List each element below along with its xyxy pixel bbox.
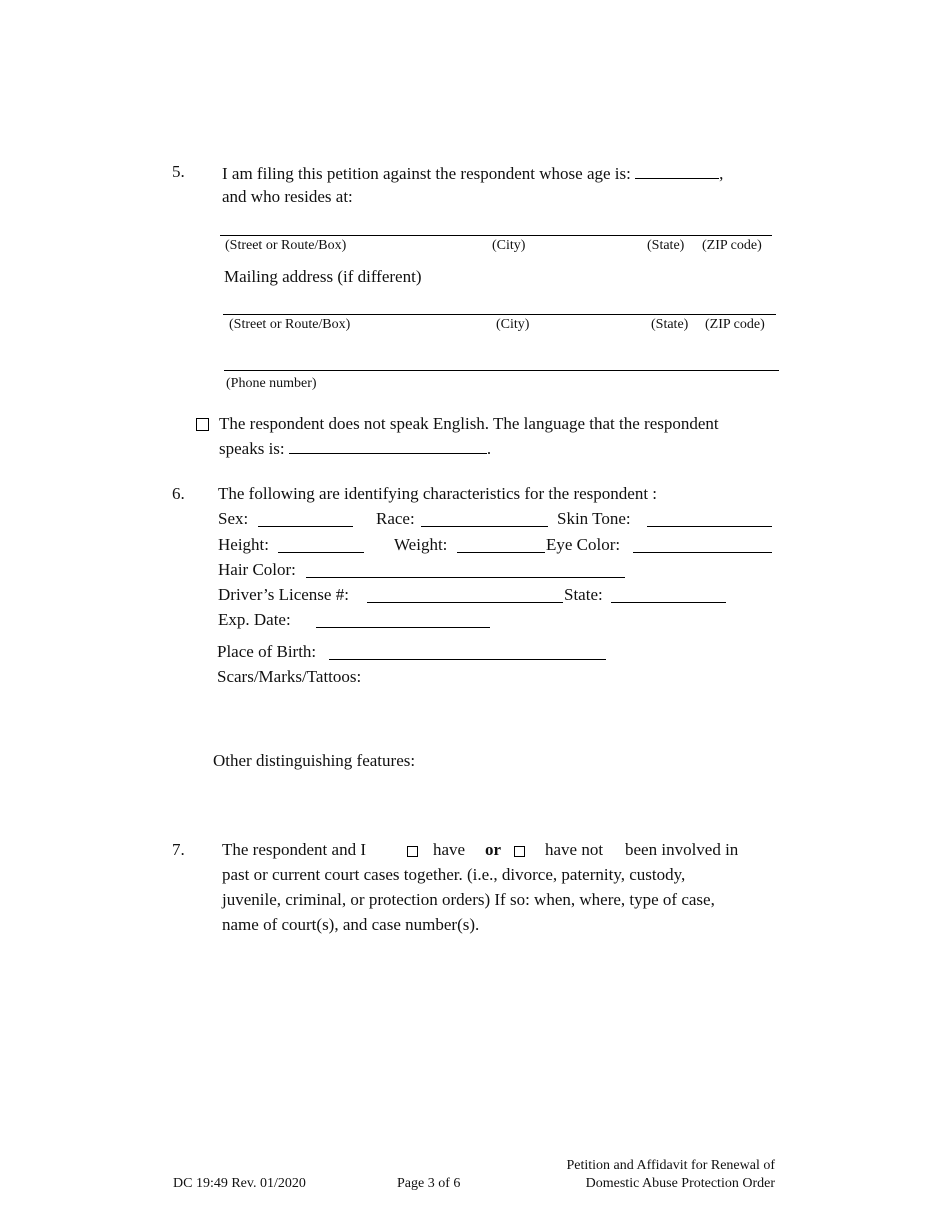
sex-label: Sex:	[218, 509, 249, 528]
height-field[interactable]	[278, 536, 364, 553]
have-not-checkbox[interactable]	[514, 846, 525, 857]
respondent-age-label: I am filing this petition against the respondent whose age is:	[222, 164, 631, 183]
page-number: Page 3 of 6	[397, 1176, 461, 1191]
mailing-city-caption: (City)	[496, 317, 530, 332]
have-label: have	[433, 840, 466, 859]
skin-tone-field[interactable]	[647, 510, 772, 527]
drivers-license-field[interactable]	[367, 586, 563, 603]
eye-color-label: Eye Color:	[546, 535, 621, 554]
item-number-7: 7.	[172, 840, 185, 859]
weight-label: Weight:	[394, 535, 448, 554]
no-english-checkbox[interactable]	[196, 418, 209, 431]
scars-label: Scars/Marks/Tattoos:	[217, 667, 362, 686]
mailing-street-caption: (Street or Route/Box)	[229, 317, 351, 332]
no-english-label: The respondent does not speak English. The language that the respondent	[219, 414, 719, 433]
residence-state-caption: (State)	[647, 238, 685, 253]
residence-city-caption: (City)	[492, 238, 526, 253]
characteristics-intro: The following are identifying characteristics for the respondent :	[218, 484, 658, 503]
place-of-birth-label: Place of Birth:	[217, 642, 317, 661]
involved-label: been involved in	[625, 840, 739, 859]
resides-at-label: and who resides at:	[222, 187, 353, 206]
sex-field[interactable]	[258, 510, 353, 527]
drivers-license-label: Driver’s License #:	[218, 585, 349, 604]
mailing-address-label: Mailing address (if different)	[224, 267, 422, 286]
language-label: speaks is:	[219, 439, 285, 458]
language-period: .	[486, 439, 492, 458]
exp-date-field[interactable]	[316, 611, 490, 628]
court-cases-line3: juvenile, criminal, or protection orders) If so: when, where, type of case,	[222, 890, 715, 909]
respondent-age-comma: ,	[719, 164, 724, 183]
place-of-birth-field[interactable]	[329, 643, 606, 660]
court-cases-line4: name of court(s), and case number(s).	[222, 915, 480, 934]
have-checkbox[interactable]	[407, 846, 418, 857]
court-cases-line2: past or current court cases together. (i.e., divorce, paternity, custody,	[222, 865, 686, 884]
form-id: DC 19:49 Rev. 01/2020	[173, 1176, 306, 1191]
hair-color-field[interactable]	[306, 561, 625, 578]
court-cases-lead: The respondent and I	[222, 840, 366, 859]
race-label: Race:	[376, 509, 415, 528]
other-features-field[interactable]	[213, 774, 773, 824]
phone-number-field[interactable]	[224, 370, 779, 371]
form-title-line2: Domestic Abuse Protection Order	[585, 1176, 775, 1191]
hair-color-label: Hair Color:	[218, 560, 296, 579]
phone-number-caption: (Phone number)	[226, 376, 317, 391]
weight-field[interactable]	[457, 536, 545, 553]
mailing-address-field[interactable]	[223, 314, 776, 315]
respondent-age-field[interactable]	[635, 162, 719, 179]
exp-date-label: Exp. Date:	[218, 610, 291, 629]
eye-color-field[interactable]	[633, 536, 772, 553]
item-number-6: 6.	[172, 484, 185, 503]
have-not-label: have not	[545, 840, 604, 859]
item-number-5: 5.	[172, 162, 185, 181]
skin-tone-label: Skin Tone:	[557, 509, 631, 528]
residence-zip-caption: (ZIP code)	[702, 238, 762, 253]
residence-address-field[interactable]	[220, 235, 772, 236]
form-title-line1: Petition and Affidavit for Renewal of	[566, 1158, 775, 1173]
scars-field[interactable]	[217, 690, 777, 740]
mailing-zip-caption: (ZIP code)	[705, 317, 765, 332]
mailing-state-caption: (State)	[651, 317, 689, 332]
residence-street-caption: (Street or Route/Box)	[225, 238, 347, 253]
dl-state-label: State:	[564, 585, 603, 604]
height-label: Height:	[218, 535, 269, 554]
respondent-age-line	[222, 162, 723, 184]
dl-state-field[interactable]	[611, 586, 726, 603]
race-field[interactable]	[421, 510, 548, 527]
or-label: or	[485, 840, 502, 859]
language-field[interactable]	[289, 437, 487, 454]
other-features-label: Other distinguishing features:	[213, 751, 416, 770]
form-title	[566, 1157, 775, 1193]
language-line	[219, 437, 491, 459]
